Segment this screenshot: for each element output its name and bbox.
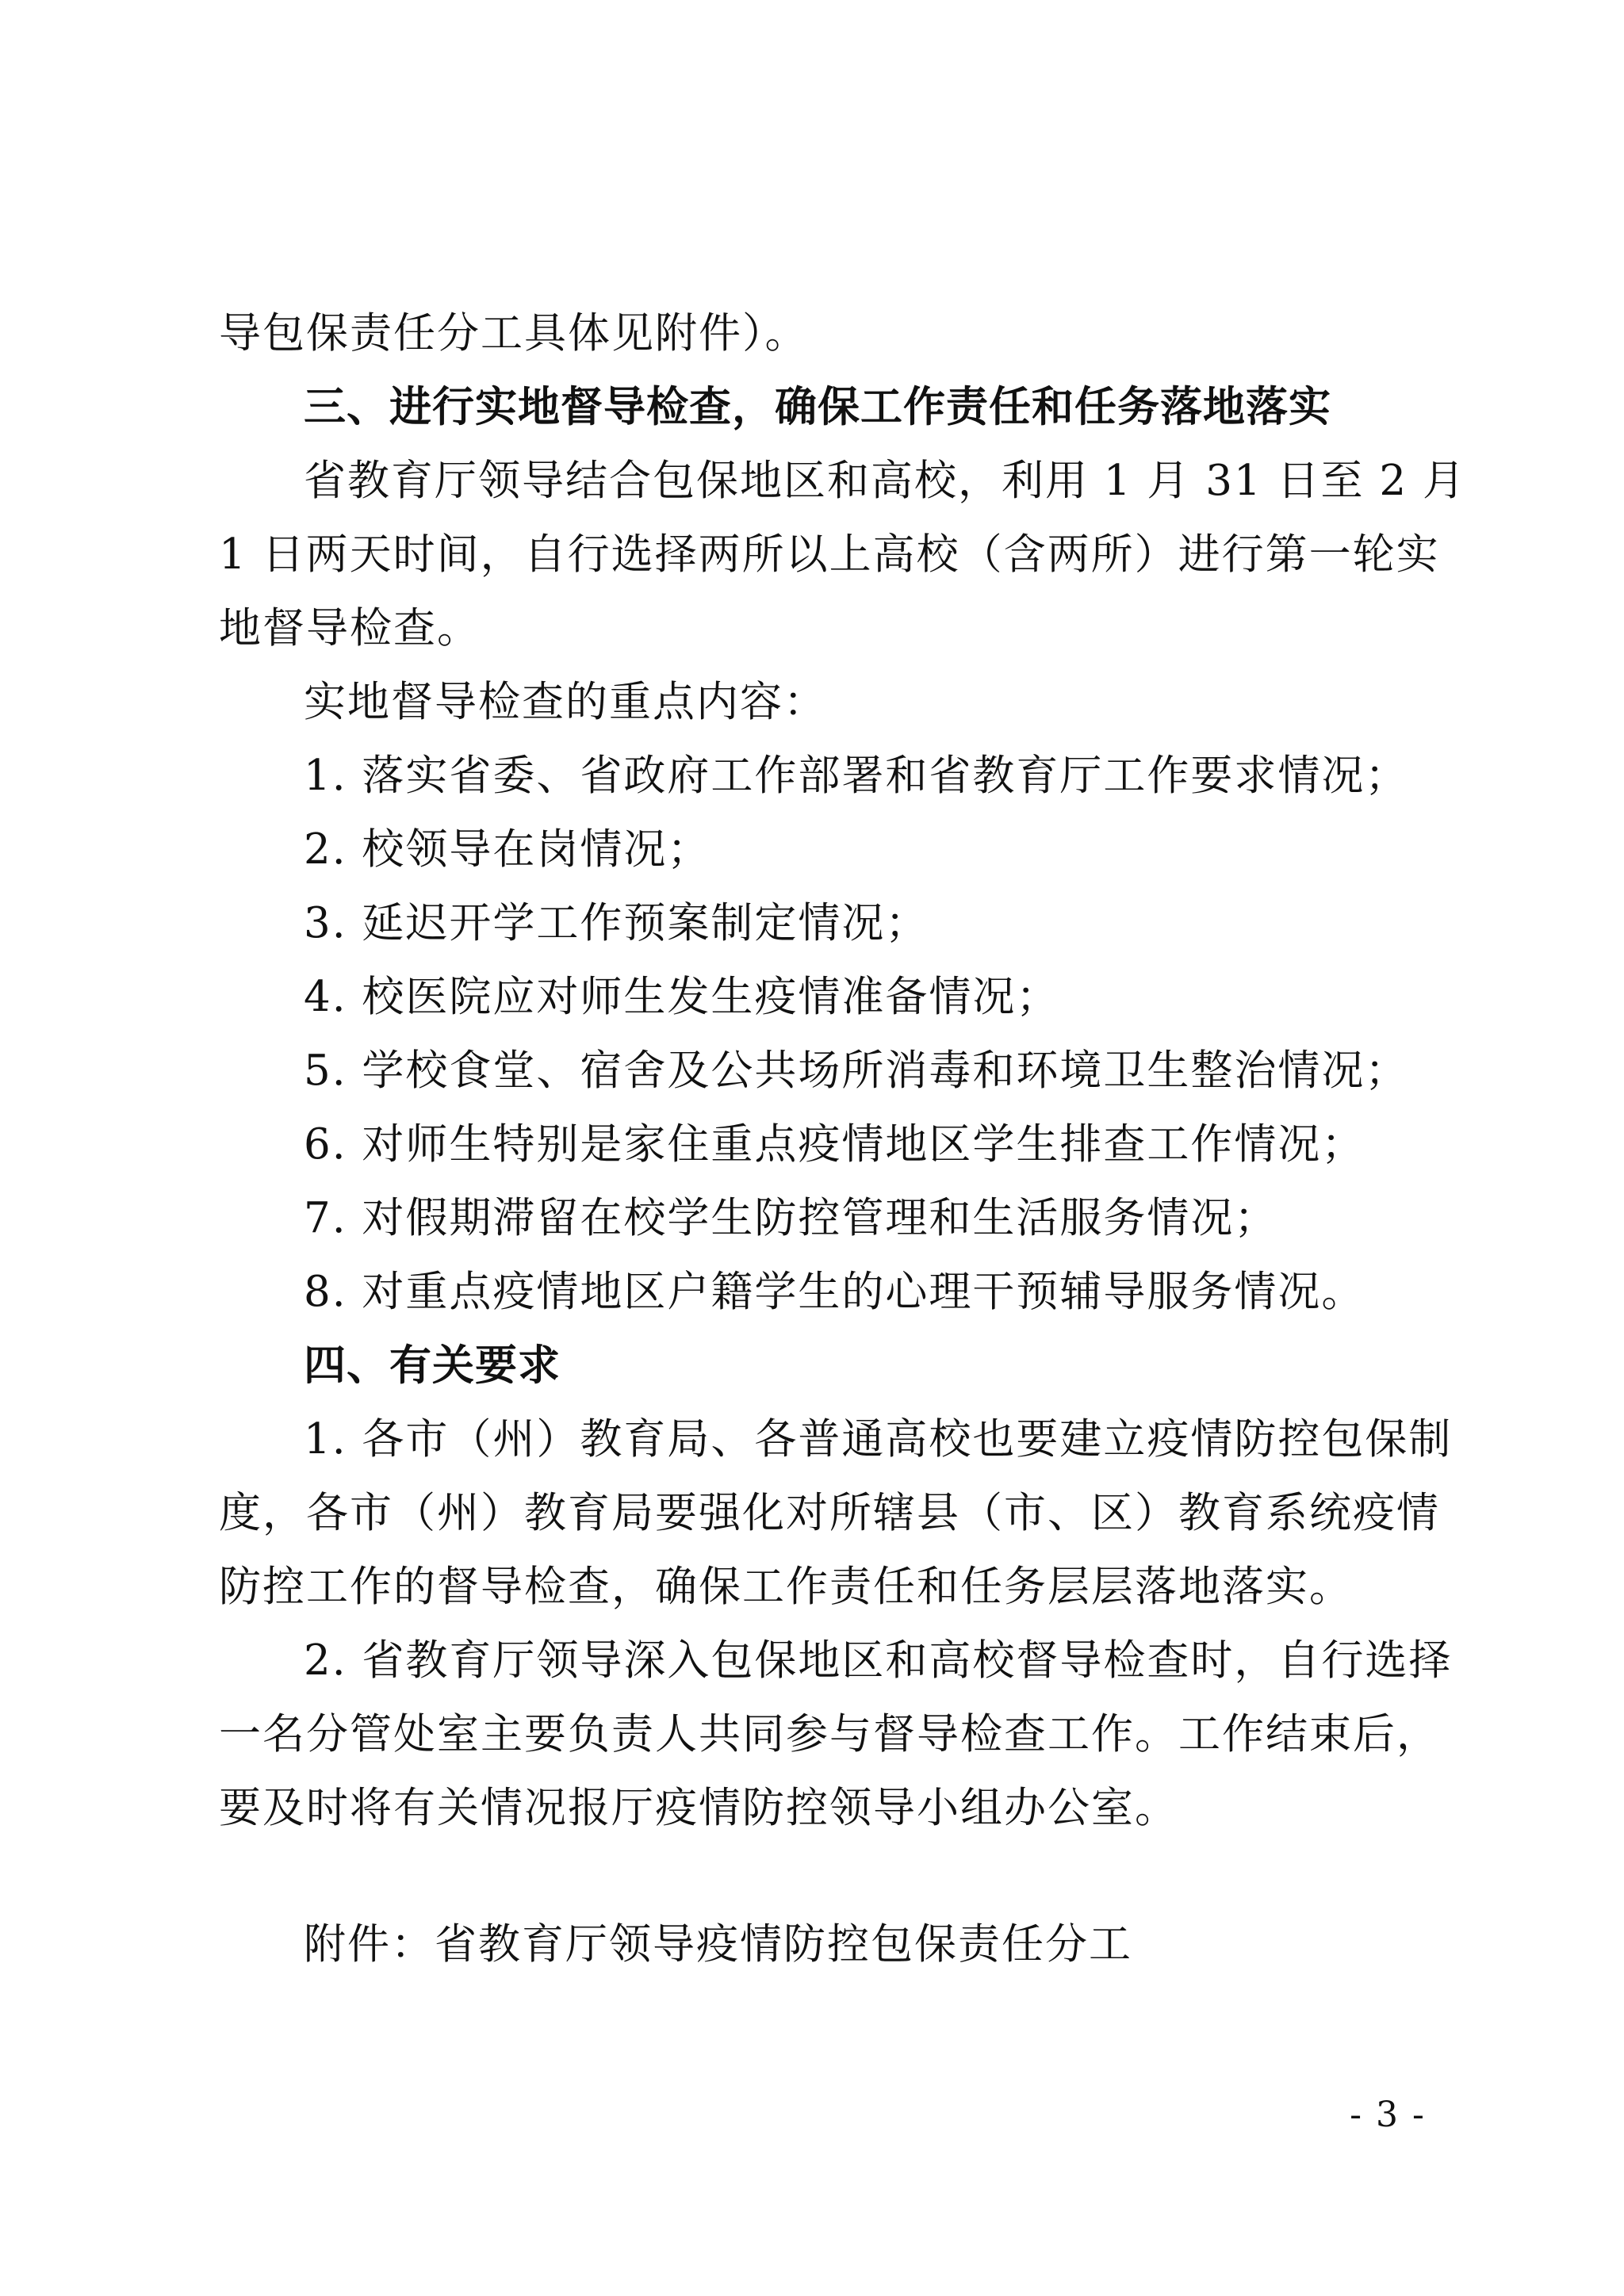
- paragraph-line: 导包保责任分工具体见附件）。: [219, 309, 809, 358]
- paragraph-line: 一名分管处室主要负责人共同参与督导检查工作。工作结束后，: [219, 1710, 1440, 1758]
- list-item: 1. 落实省委、省政府工作部署和省教育厅工作要求情况；: [304, 752, 1409, 800]
- list-item: 6. 对师生特别是家住重点疫情地区学生排查工作情况；: [304, 1120, 1365, 1169]
- paragraph-line: 省教育厅领导结合包保地区和高校，利用 1 月 31 日至 2 月: [304, 457, 1466, 505]
- list-item: 5. 学校食堂、宿舍及公共场所消毒和环境卫生整治情况；: [304, 1047, 1409, 1095]
- list-item: 2. 校领导在岗情况；: [304, 825, 711, 874]
- paragraph-line: 要及时将有关情况报厅疫情防控领导小组办公室。: [219, 1784, 1178, 1832]
- paragraph-line: 1 日两天时间，自行选择两所以上高校（含两所）进行第一轮实: [219, 530, 1440, 579]
- list-item: 7. 对假期滞留在校学生防控管理和生活服务情况；: [304, 1194, 1278, 1242]
- page-number: - 3 -: [1350, 2095, 1426, 2135]
- section-heading-3: 三、进行实地督导检查，确保工作责任和任务落地落实: [304, 383, 1331, 431]
- list-item: 4. 校医院应对师生发生疫情准备情况；: [304, 973, 1060, 1021]
- section-heading-4: 四、有关要求: [304, 1341, 561, 1390]
- list-item: 8. 对重点疫情地区户籍学生的心理干预辅导服务情况。: [304, 1268, 1365, 1316]
- paragraph-line: 实地督导检查的重点内容：: [304, 678, 827, 726]
- paragraph-line: 地督导检查。: [219, 604, 481, 652]
- paragraph-line: 度，各市（州）教育局要强化对所辖县（市、区）教育系统疫情: [219, 1489, 1440, 1537]
- paragraph-line: 1. 各市（州）教育局、各普通高校也要建立疫情防控包保制: [304, 1415, 1453, 1464]
- list-item: 3. 延迟开学工作预案制定情况；: [304, 899, 929, 947]
- paragraph-line: 防控工作的督导检查，确保工作责任和任务层层落地落实。: [219, 1563, 1353, 1611]
- paragraph-line: 2. 省教育厅领导深入包保地区和高校督导检查时，自行选择: [304, 1636, 1453, 1685]
- attachment-note: 附件：省教育厅领导疫情防控包保责任分工: [304, 1920, 1132, 1969]
